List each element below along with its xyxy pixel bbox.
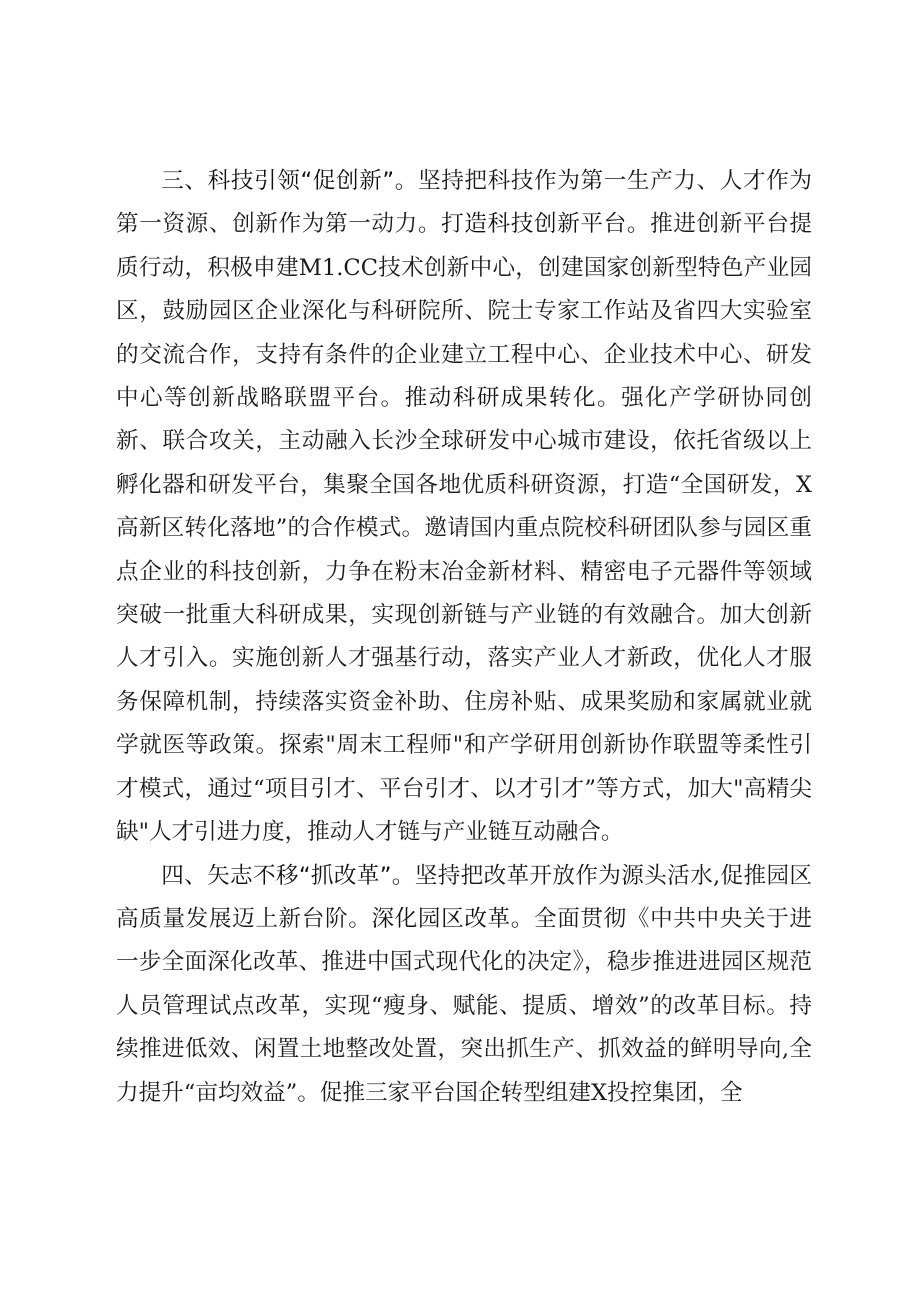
- paragraph-text: 坚持把科技作为第一生产力、人才作为第一资源、创新作为第一动力。: [116, 168, 812, 238]
- paragraph-text: 强化产学研协同创新、联合攻关，主动融入长沙全球研发中心城市建设，依托省级以上孵化器和研发平台，集聚全国各地优质科研资源，打造“全国研发，X高新区转化落地”的合作模式。邀请国内重点院校科研团队参与园区重点企业的科技创新，力争在粉末冶金新材料、精密电子元器件等领域突破一批重大科研成果，实现创新链与产业链的有效融合。加大创新人才引入。实施创新人才强基行动，落实产业人才新政，优化人才服务保障机制，持续落实资金补助、住房补贴、成果奖励和家属就业就学就医等政策。探索"周末工程师"和产学研用创新协作联盟等柔性引才模式，通过“项目引才、平台引才、以才引才”等方式，加大"高精尖缺"人才引进力度，推动人才链与产业链互动融合。: [116, 385, 813, 846]
- paragraph-science-innovation: [116, 160, 812, 855]
- section-heading-three: 三、科技引领“促创新”。: [161, 168, 418, 194]
- subheading-park-reform: 深化园区改革。: [371, 905, 534, 932]
- subheading-innovation-platform: 打造科技创新平台。: [441, 211, 651, 238]
- paragraph-reform: [116, 855, 812, 1115]
- paragraph-text: 全面贯彻《中共中央关于进一步全面深化改革、推进中国式现代化的决定》，稳步推进进园区规范人员管理试点改革，实现“瘦身、赋能、提质、增效”的改革目标。持续推进低效、闲置土地整改处置，突出抓生产、抓效益的鲜明导向,全力提升“亩均效益”。促推三家平台国企转型组建X投控集团，全: [116, 905, 813, 1106]
- paragraph-text: 推进创新平台提质行动，积极申建M1.CC技术创新中心，创建国家创新型特色产业园区，鼓励园区企业深化与科研院所、院士专家工作站及省四大实验室的交流合作，支持有条件的企业建立工程中心、企业技术中心、研发中心等创新战略联盟平台。: [116, 211, 813, 412]
- section-heading-four: 四、矢志不移“抓改革”。: [161, 862, 415, 889]
- document-body: [116, 160, 812, 1115]
- paragraph-text: 坚持把改革开放作为源头活水,促推园区高质量发展迈上新台阶。: [116, 862, 812, 932]
- subheading-research-transfer: 推动科研成果转化。: [404, 385, 622, 412]
